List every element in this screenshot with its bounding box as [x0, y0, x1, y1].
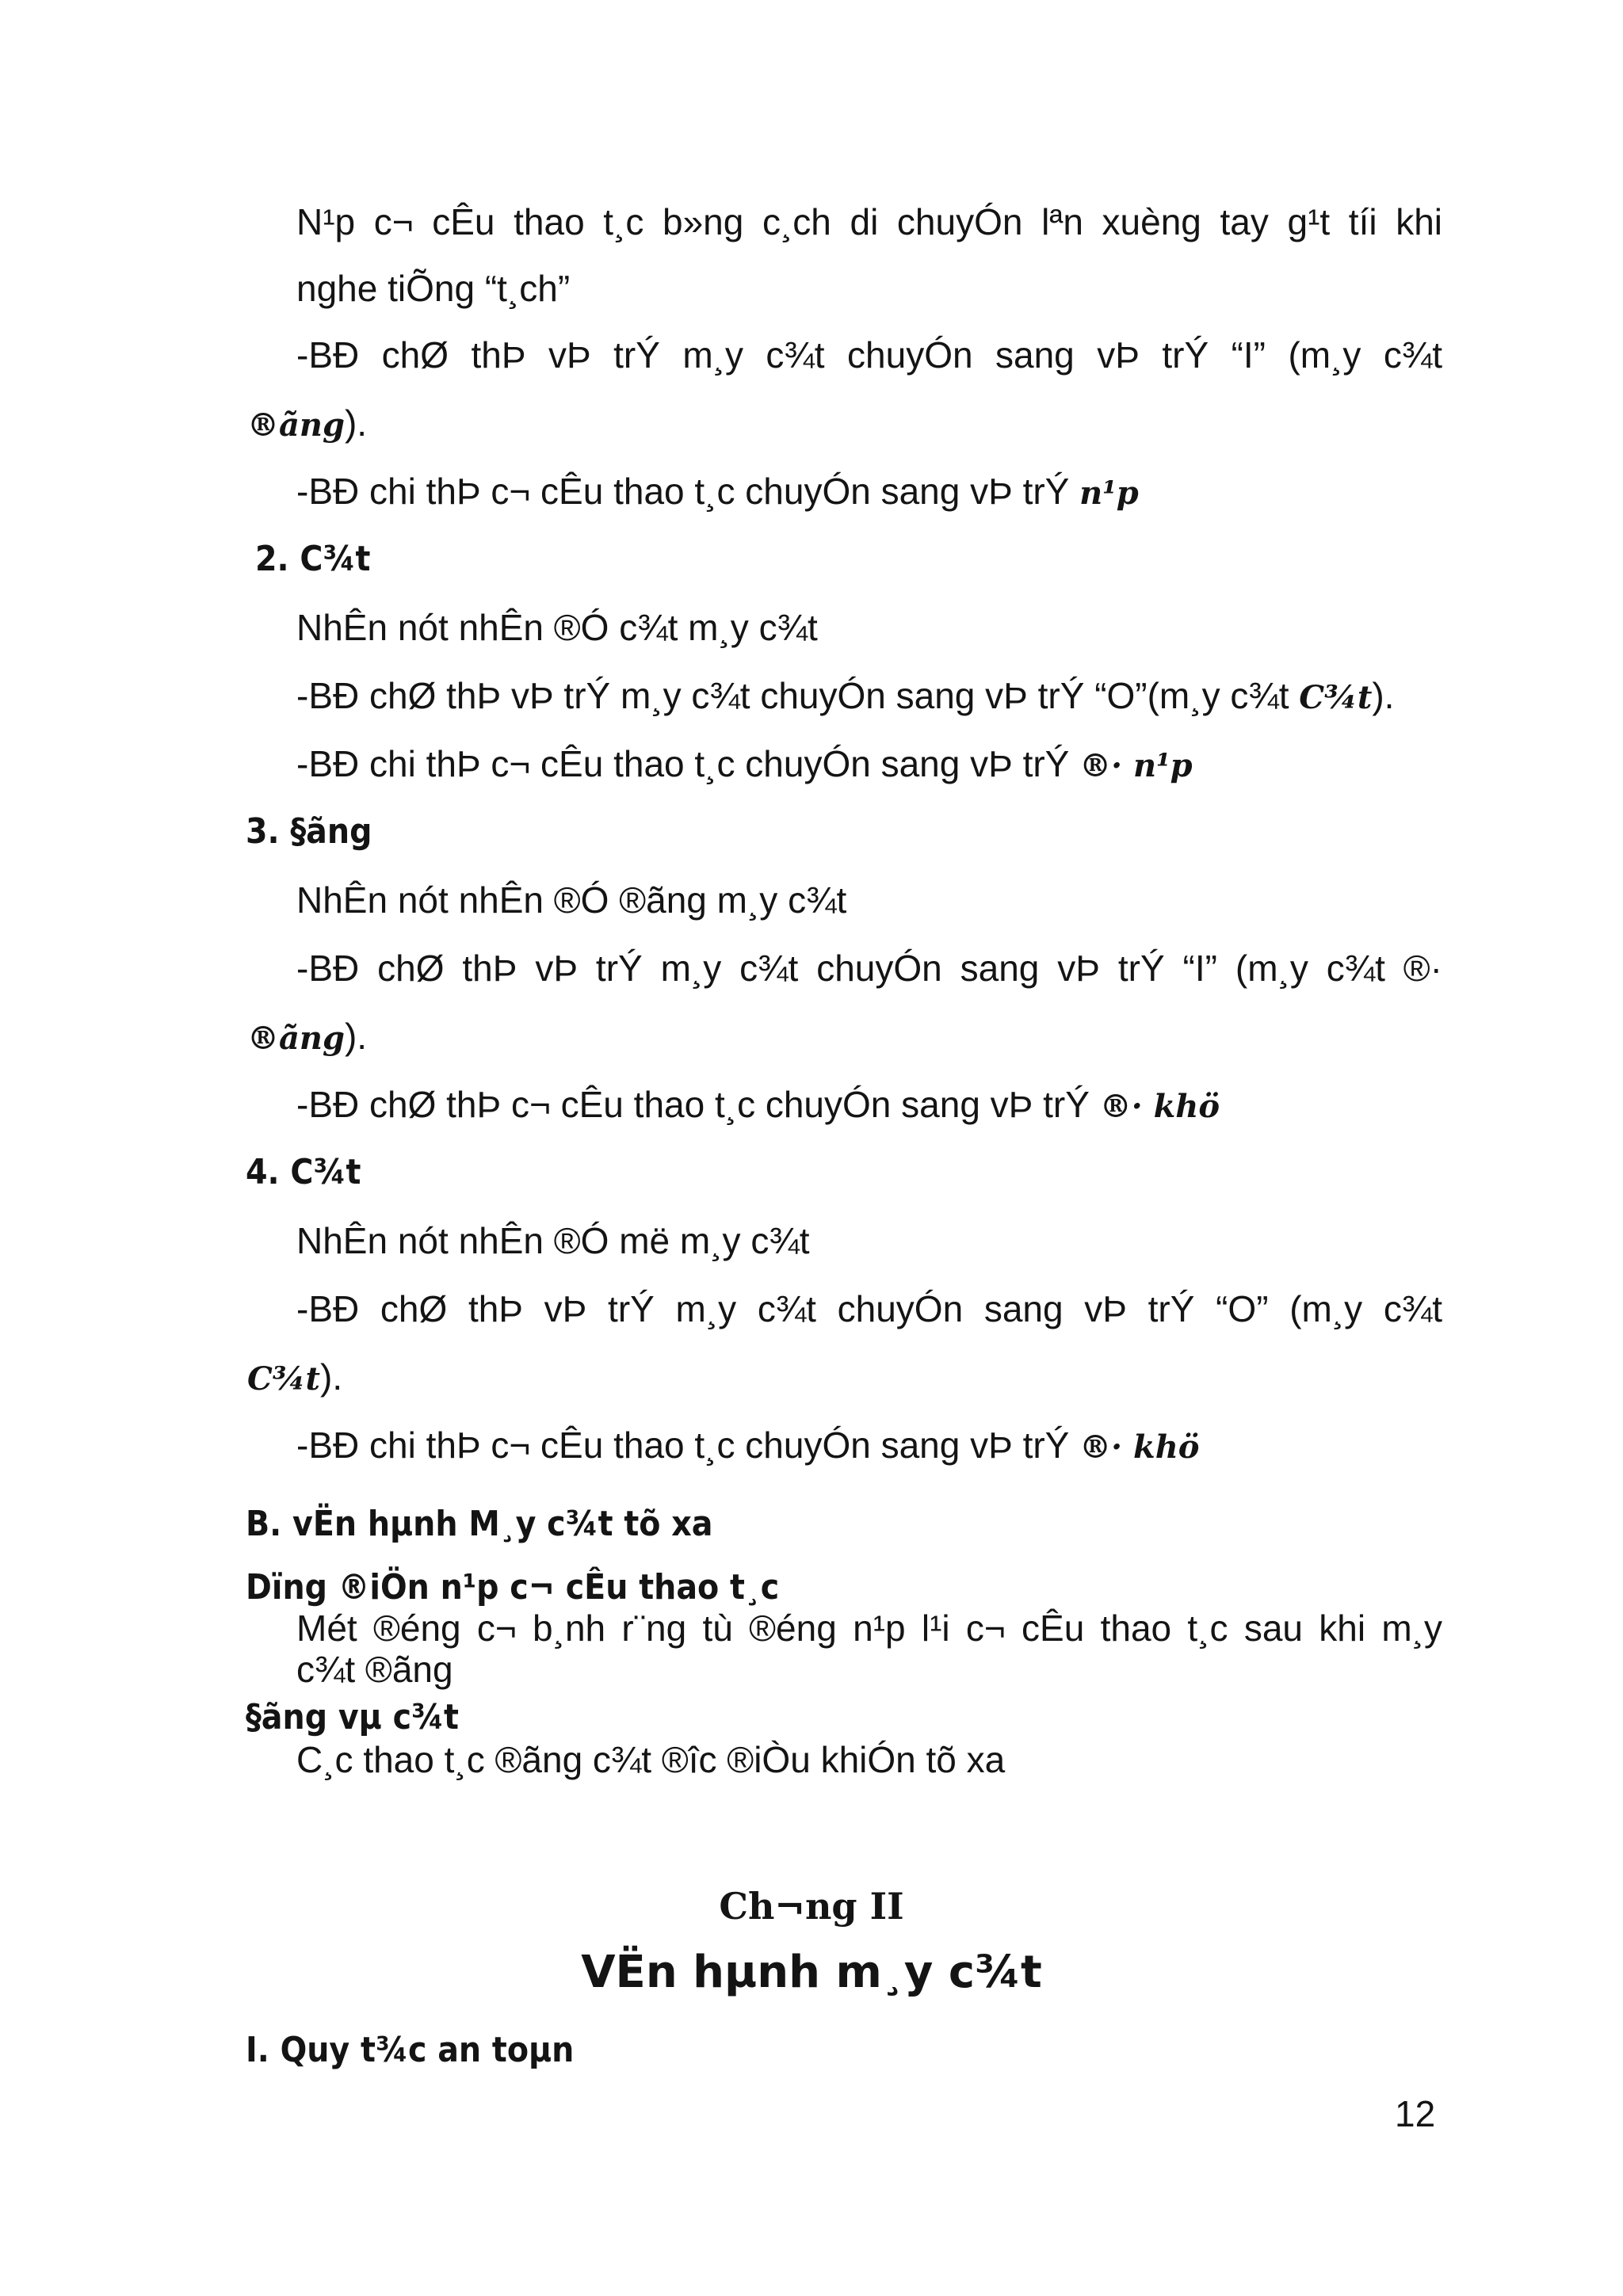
paragraph-tail: ).	[344, 402, 368, 444]
paragraph-line: C¸c thao t¸c ®ãng c¾t ®îc ®iÒu khiÓn tõ xa	[296, 1739, 1006, 1780]
paragraph-line	[296, 469, 1139, 516]
emphasis-text: ®· khö	[1079, 1428, 1200, 1466]
paragraph-tail: ).	[344, 1016, 368, 1057]
emphasis-text: n¹p	[1079, 475, 1139, 512]
paragraph-line: Mét ®éng c¬ b¸nh r¨ng tù ®éng n¹p l¹i c¬ cÊu thao t¸c sau khi m¸y	[296, 1608, 1442, 1649]
emphasis-text: ®ãng	[247, 1020, 345, 1057]
page-number: 12	[1395, 2093, 1436, 2134]
emphasis-text: ®· n¹p	[1079, 747, 1193, 784]
paragraph-text: -BÐ chi thÞ c¬ cÊu thao t¸c chuyÓn sang vÞ trÝ	[296, 471, 1080, 512]
paragraph-text: -BÐ chØ thÞ c¬ cÊu thao t¸c chuyÓn sang vÞ trÝ	[296, 1084, 1100, 1125]
paragraph-line: c¾t ®ãng	[296, 1649, 453, 1690]
paragraph-text: -BÐ chi thÞ c¬ cÊu thao t¸c chuyÓn sang vÞ trÝ	[296, 1425, 1080, 1466]
paragraph-tail: ).	[1372, 675, 1395, 716]
emphasis-text: ®· khö	[1099, 1088, 1220, 1125]
paragraph-line	[296, 1423, 1199, 1470]
emphasis-text: C¾t	[247, 1360, 321, 1398]
subsection-heading: §ãng vµ c¾t	[246, 1697, 459, 1737]
paragraph-tail: ).	[320, 1356, 343, 1398]
paragraph-line	[296, 1082, 1220, 1129]
paragraph-line: -BÐ chØ thÞ vÞ trÝ m¸y c¾t chuyÓn sang vÞ trÝ “I” (m¸y c¾t	[296, 334, 1442, 376]
paragraph-line: -BÐ chØ thÞ vÞ trÝ m¸y c¾t chuyÓn sang vÞ trÝ “O” (m¸y c¾t	[296, 1288, 1442, 1329]
paragraph-line	[247, 1355, 342, 1402]
chapter-label: Ch¬ng II	[719, 1885, 904, 1928]
paragraph-line: NhÊn nót nhÊn ®Ó c¾t m¸y c¾t	[296, 607, 818, 648]
emphasis-text: ®ãng	[247, 406, 345, 444]
paragraph-line: N¹p c¬ cÊu thao t¸c b»ng c¸ch di chuyÓn lªn xuèng tay g¹t tíi khi	[296, 201, 1442, 242]
paragraph-line: NhÊn nót nhÊn ®Ó më m¸y c¾t	[296, 1220, 810, 1261]
section-heading: I. Quy t¾c an toµn	[246, 2030, 575, 2070]
paragraph-line: NhÊn nót nhÊn ®Ó ®ãng m¸y c¾t	[296, 879, 847, 921]
paragraph-text: -BÐ chØ thÞ vÞ trÝ m¸y c¾t chuyÓn sang vÞ trÝ “O”(m¸y c¾t	[296, 675, 1300, 716]
paragraph-text: -BÐ chi thÞ c¬ cÊu thao t¸c chuyÓn sang vÞ trÝ	[296, 743, 1080, 784]
section-heading: 2. C¾t	[255, 539, 371, 579]
paragraph-line	[296, 673, 1394, 720]
paragraph-line	[247, 401, 367, 448]
paragraph-line	[296, 742, 1193, 788]
paragraph-line: -BÐ chØ thÞ vÞ trÝ m¸y c¾t chuyÓn sang vÞ trÝ “I” (m¸y c¾t ®·	[296, 948, 1442, 989]
chapter-title: VËn hµnh m¸y c¾t	[581, 1947, 1042, 1998]
emphasis-text: C¾t	[1299, 679, 1373, 716]
section-heading: B. vËn hµnh M¸y c¾t tõ xa	[246, 1504, 713, 1544]
section-heading: 4. C¾t	[246, 1152, 361, 1192]
paragraph-line	[247, 1014, 367, 1061]
subsection-heading: Dïng ®iÖn n¹p c¬ cÊu thao t¸c	[246, 1567, 780, 1608]
section-heading: 3. §ãng	[246, 811, 372, 852]
paragraph-line: nghe tiÕng “t¸ch”	[296, 268, 571, 309]
